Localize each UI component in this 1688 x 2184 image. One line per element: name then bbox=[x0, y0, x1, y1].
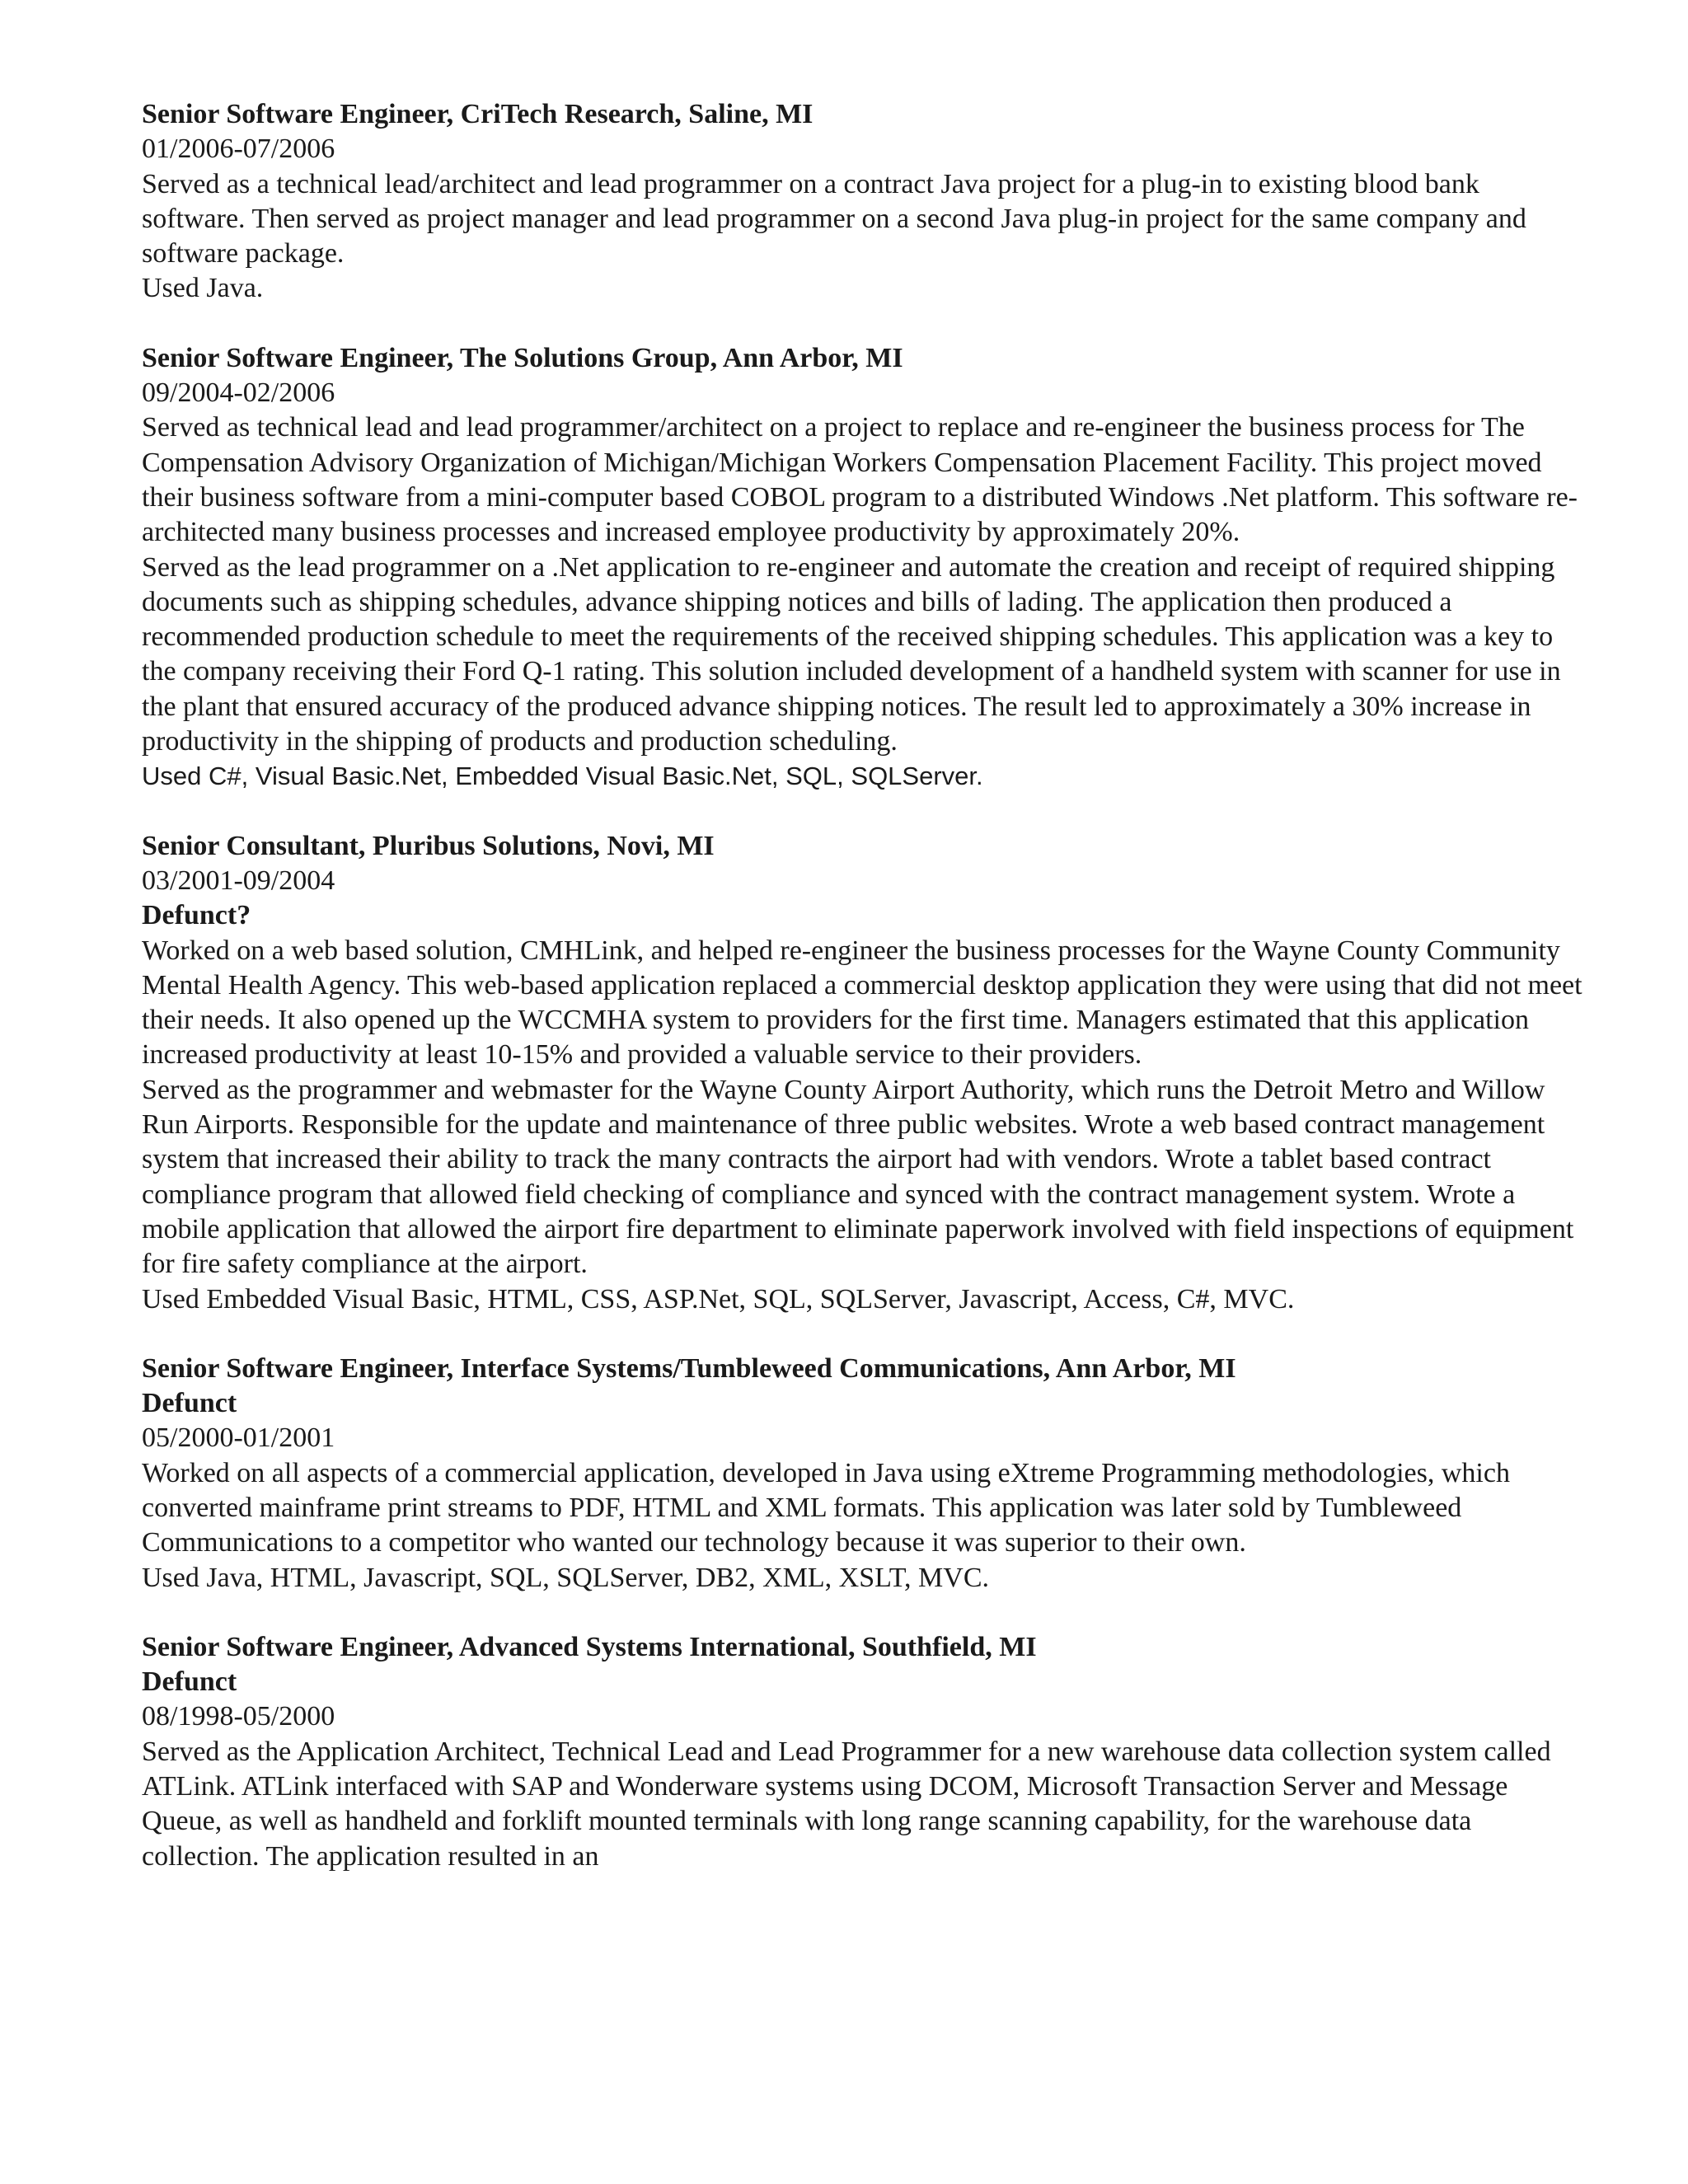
job-description: Worked on a web based solution, CMHLink, and helped re-engineer the business processes for the Wayne County Community Mental Health Agency. This web-based application replaced a commercial desktop application they were using that did not meet their needs. It also opened up the WCCMHA system to providers for the first time. Managers estimated that this application increased productivity at least 10-15% and provided a valuable service to their providers. bbox=[142, 935, 1582, 1071]
job-technologies: Used C#, Visual Basic.Net, Embedded Visual Basic.Net, SQL, SQLServer. bbox=[142, 762, 983, 791]
job-entry-pluribus bbox=[142, 829, 1589, 1317]
job-description: Served as technical lead and lead programmer/architect on a project to replace and re-engineer the business process for The Compensation Advisory Organization of Michigan/Michigan Workers Compensation Placement Facility. This project moved their business software from a mini-computer based COBOL program to a distributed Windows .Net platform. This software re-architected many business processes and increased employee productivity by approximately 20%. bbox=[142, 412, 1578, 548]
job-entry-interface-systems bbox=[142, 1352, 1589, 1596]
job-title: Senior Software Engineer, Advanced Systems International, Southfield, MI bbox=[142, 1631, 1037, 1662]
job-dates: 03/2001-09/2004 bbox=[142, 865, 335, 896]
job-description: Served as the lead programmer on a .Net application to re-engineer and automate the creation and receipt of required shipping documents such as shipping schedules, advance shipping notices and bills of lading. The application then produced a recommended production schedule to meet the requirements of the received shipping schedules. This application was a key to the company receiving their Ford Q-1 rating. This solution included development of a handheld system with scanner for use in the plant that ensured accuracy of the produced advance shipping notices. The result led to approximately a 30% increase in productivity in the shipping of products and production scheduling. bbox=[142, 551, 1561, 757]
job-dates: 08/1998-05/2000 bbox=[142, 1701, 335, 1732]
job-technologies: Used Java, HTML, Javascript, SQL, SQLServer, DB2, XML, XSLT, MVC. bbox=[142, 1562, 990, 1593]
job-status: Defunct bbox=[142, 1388, 237, 1419]
job-status: Defunct? bbox=[142, 900, 251, 931]
job-dates: 09/2004-02/2006 bbox=[142, 377, 335, 409]
job-description: Served as the programmer and webmaster for the Wayne County Airport Authority, which runs the Detroit Metro and Willow Run Airports. Responsible for the update and maintenance of three public websites. Wrote a web based contract management system that increased their ability to track the many contracts the airport had with vendors. Wrote a tablet based contract compliance program that allowed field checking of compliance and synced with the contract management system. Wrote a mobile application that allowed the airport fire department to eliminate paperwork involved with field inspections of equipment for fire safety compliance at the airport. bbox=[142, 1074, 1574, 1280]
job-title: Senior Software Engineer, Interface Systems/Tumbleweed Communications, Ann Arbor, MI bbox=[142, 1352, 1236, 1384]
job-title: Senior Consultant, Pluribus Solutions, Novi, MI bbox=[142, 830, 715, 861]
job-dates: 01/2006-07/2006 bbox=[142, 134, 335, 165]
job-entry-solutions-group bbox=[142, 341, 1589, 794]
job-entry-critech bbox=[142, 97, 1589, 307]
job-dates: 05/2000-01/2001 bbox=[142, 1422, 335, 1454]
job-technologies: Used Embedded Visual Basic, HTML, CSS, ASP.Net, SQL, SQLServer, Javascript, Access, C#, MVC. bbox=[142, 1283, 1295, 1315]
job-status: Defunct bbox=[142, 1666, 237, 1698]
job-title: Senior Software Engineer, The Solutions Group, Ann Arbor, MI bbox=[142, 342, 903, 373]
job-entry-advanced-systems bbox=[142, 1630, 1589, 1874]
job-description: Served as a technical lead/architect and lead programmer on a contract Java project for a plug-in to existing blood bank software. Then served as project manager and lead programmer on a second Java plug-in project for the same company and software package. bbox=[142, 168, 1526, 269]
job-technologies: Used Java. bbox=[142, 273, 264, 304]
job-description: Served as the Application Architect, Technical Lead and Lead Programmer for a new warehouse data collection system called ATLink. ATLink interfaced with SAP and Wonderware systems using DCOM, Microsoft Transaction Server and Message Queue, as well as handheld and forklift mounted terminals with long range scanning capability, for the warehouse data collection. The application resulted in an bbox=[142, 1736, 1551, 1872]
job-title: Senior Software Engineer, CriTech Research, Saline, MI bbox=[142, 99, 814, 129]
job-description: Worked on all aspects of a commercial application, developed in Java using eXtreme Programming methodologies, which converted mainframe print streams to PDF, HTML and XML formats. This application was later sold by Tumbleweed Communications to a competitor who wanted our technology because it was superior to their own. bbox=[142, 1457, 1510, 1558]
